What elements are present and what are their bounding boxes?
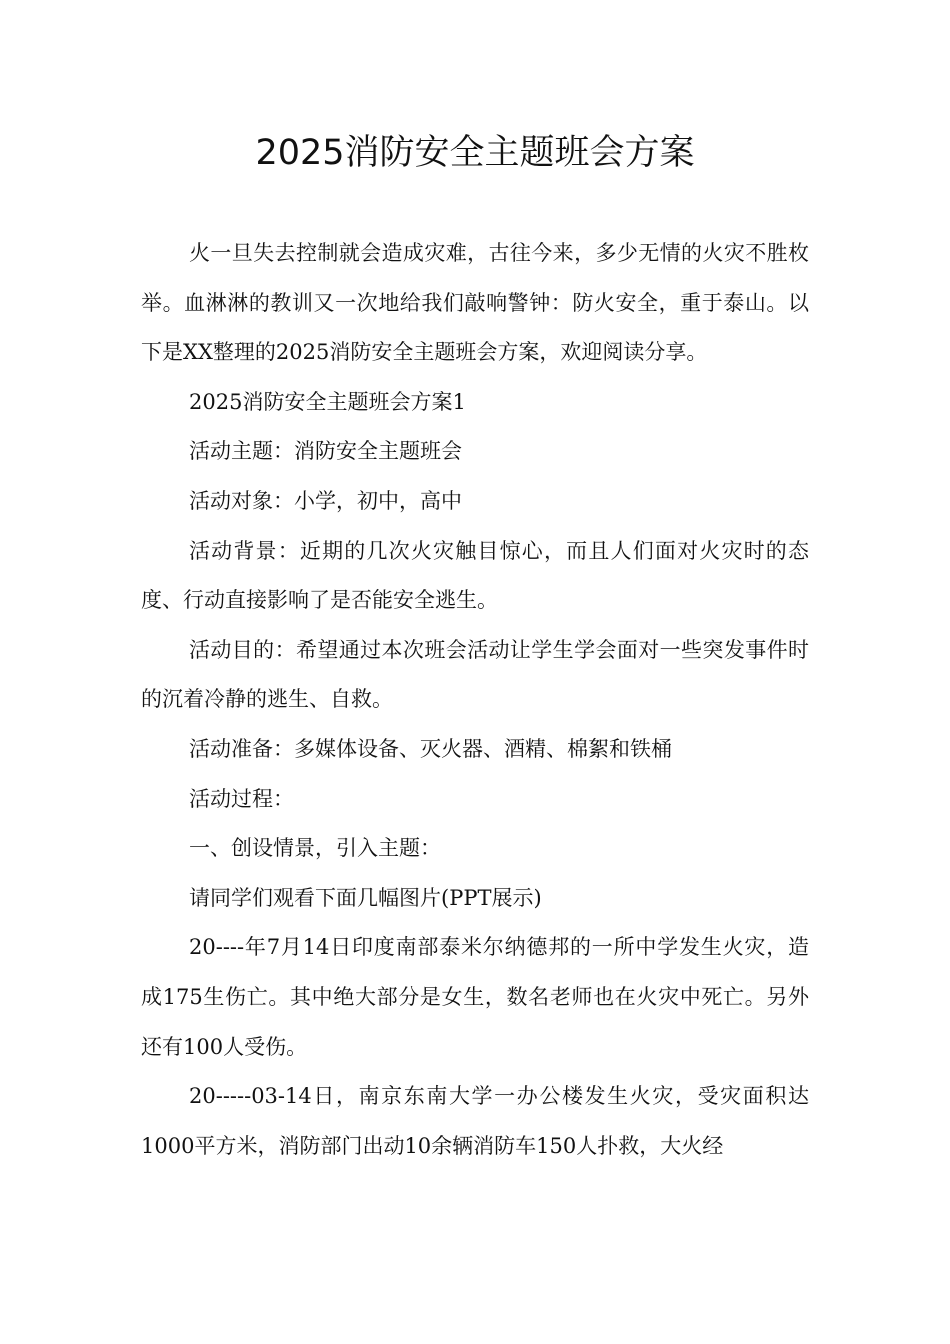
paragraph-activity-background: 活动背景：近期的几次火灾触目惊心，而且人们面对火灾时的态度、行动直接影响了是否能安全逃生。 <box>141 538 809 613</box>
paragraph-section-heading: 2025消防安全主题班会方案1 <box>189 389 466 414</box>
paragraph-case-nanjing: 20-----03-14日，南京东南大学一办公楼发生火灾，受灾面积达1000平方米，消防部门出动10余辆消防车150人扑救，大火经 <box>141 1084 809 1158</box>
document-title: 2025消防安全主题班会方案 <box>255 133 695 173</box>
paragraph-activity-purpose: 活动目的：希望通过本次班会活动让学生学会面对一些突发事件时的沉着冷静的逃生、自救。 <box>141 637 809 712</box>
paragraph-activity-target: 活动对象：小学，初中，高中 <box>189 488 462 513</box>
paragraph-case-india: 20----年7月14日印度南部泰米尔纳德邦的一所中学发生火灾，造成175生伤亡。其中绝大部分是女生，数名老师也在火灾中死亡。另外还有100人受伤。 <box>141 935 809 1059</box>
paragraph-view-pictures: 请同学们观看下面几幅图片(PPT展示) <box>189 885 542 910</box>
paragraph-activity-theme: 活动主题：消防安全主题班会 <box>189 439 462 464</box>
paragraph-step-one: 一、创设情景，引入主题： <box>189 836 441 861</box>
document-body <box>141 229 809 1171</box>
paragraph-activity-process: 活动过程： <box>189 786 294 811</box>
paragraph-intro: 火一旦失去控制就会造成灾难，古往今来，多少无情的火灾不胜枚举。血淋淋的教训又一次地给我们敲响警钟：防火安全，重于泰山。以下是XX整理的2025消防安全主题班会方案，欢迎阅读分享。 <box>141 241 809 365</box>
paragraph-activity-preparation: 活动准备：多媒体设备、灭火器、酒精、棉絮和铁桶 <box>189 736 672 761</box>
